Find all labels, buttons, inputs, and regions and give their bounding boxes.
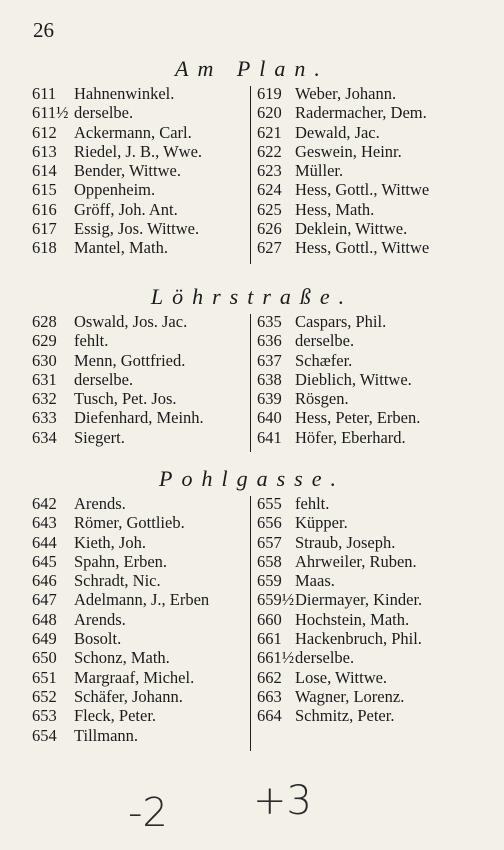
list-item: 658 Ahrweiler, Ruben. xyxy=(257,551,417,571)
list-item: 659 Maas. xyxy=(257,571,335,591)
list-item: 630 Menn, Gottfried. xyxy=(32,350,186,370)
list-item: 653 Fleck, Peter. xyxy=(32,706,157,726)
column-divider xyxy=(250,86,251,264)
list-item: 643 Römer, Gottlieb. xyxy=(32,513,185,533)
list-item: 635 Caspars, Phil. xyxy=(257,312,387,331)
list-item: 648 Arends. xyxy=(32,609,126,629)
list-item: 661 Hackenbruch, Phil. xyxy=(257,629,422,649)
list-item: 621 Dewald, Jac. xyxy=(257,122,380,142)
list-item: 644 Kieth, Joh. xyxy=(32,532,146,552)
list-item: 614 Bender, Wittwe. xyxy=(32,161,181,181)
list-item: 634 Siegert. xyxy=(32,427,125,447)
right-column xyxy=(257,84,429,258)
list-item: 654 Tillmann. xyxy=(32,725,139,745)
list-item: 651 Margraaf, Michel. xyxy=(32,667,195,687)
list-item: 611 Hahnenwinkel. xyxy=(32,84,175,103)
list-item: 645 Spahn, Erben. xyxy=(32,551,168,571)
right-column xyxy=(257,494,422,726)
list-item: 628 Oswald, Jos. Jac. xyxy=(32,312,188,331)
right-column xyxy=(257,312,420,447)
list-item: 655 fehlt. xyxy=(257,494,330,513)
list-item: 631 derselbe. xyxy=(32,369,134,389)
left-column xyxy=(32,84,202,258)
section-title: Löhrstraße. xyxy=(150,284,354,309)
list-item: 615 Oppenheim. xyxy=(32,180,156,200)
list-item: 649 Bosolt. xyxy=(32,629,122,649)
list-item: 650 Schonz, Math. xyxy=(32,648,170,668)
section-title: Am Plan. xyxy=(175,56,329,81)
list-item: 633 Diefenhard, Meinh. xyxy=(32,408,204,428)
list-item: 662 Lose, Wittwe. xyxy=(257,667,388,687)
list-item: 664 Schmitz, Peter. xyxy=(257,706,395,726)
list-item: 613 Riedel, J. B., Wwe. xyxy=(32,141,203,161)
left-column xyxy=(32,312,204,447)
list-item: 626 Deklein, Wittwe. xyxy=(257,219,408,239)
list-item: 646 Schradt, Nic. xyxy=(32,571,161,591)
list-item: 638 Dieblich, Wittwe. xyxy=(257,369,412,389)
list-item: 652 Schäfer, Johann. xyxy=(32,686,183,706)
list-item: 656 Küpper. xyxy=(257,513,348,533)
handwritten-note-plus: +3 xyxy=(253,778,312,824)
list-item: 663 Wagner, Lorenz. xyxy=(257,686,405,706)
list-item: 620 Radermacher, Dem. xyxy=(257,103,427,123)
handwritten-note-minus: -2 xyxy=(128,790,168,836)
list-item: 616 Gröff, Joh. Ant. xyxy=(32,199,178,219)
list-item: 618 Mantel, Math. xyxy=(32,238,168,258)
list-item: 659½Diermayer, Kinder. xyxy=(257,590,423,610)
section-title: Pohlgasse. xyxy=(159,466,345,491)
list-item: 612 Ackermann, Carl. xyxy=(32,122,192,142)
list-item: 625 Hess, Math. xyxy=(257,199,375,219)
list-item: 657 Straub, Joseph. xyxy=(257,532,396,552)
list-item: 617 Essig, Jos. Wittwe. xyxy=(32,219,200,239)
list-item: 611½ derselbe. xyxy=(32,103,134,123)
list-item: 636 derselbe. xyxy=(257,331,355,351)
list-item: 623 Müller. xyxy=(257,161,344,181)
list-item: 624 Hess, Gottl., Wittwe xyxy=(257,180,430,200)
list-item: 647 Adelmann, J., Erben xyxy=(32,590,210,610)
list-item: 632 Tusch, Pet. Jos. xyxy=(32,389,177,409)
list-item: 619 Weber, Johann. xyxy=(257,84,397,103)
list-item: 641 Höfer, Eberhard. xyxy=(257,427,406,447)
list-item: 642 Arends. xyxy=(32,494,126,513)
column-divider xyxy=(250,314,251,452)
list-item: 622 Geswein, Heinr. xyxy=(257,141,402,161)
list-item: 639 Rösgen. xyxy=(257,389,349,409)
column-divider xyxy=(250,496,251,751)
page-number: 26 xyxy=(33,18,54,42)
list-item: 660 Hochstein, Math. xyxy=(257,609,410,629)
left-column xyxy=(32,494,209,745)
list-item: 661½derselbe. xyxy=(257,648,355,668)
list-item: 627 Hess, Gottl., Wittwe xyxy=(257,238,430,258)
list-item: 629 fehlt. xyxy=(32,331,109,351)
list-item: 640 Hess, Peter, Erben. xyxy=(257,408,421,428)
list-item: 637 Schæfer. xyxy=(257,350,353,370)
